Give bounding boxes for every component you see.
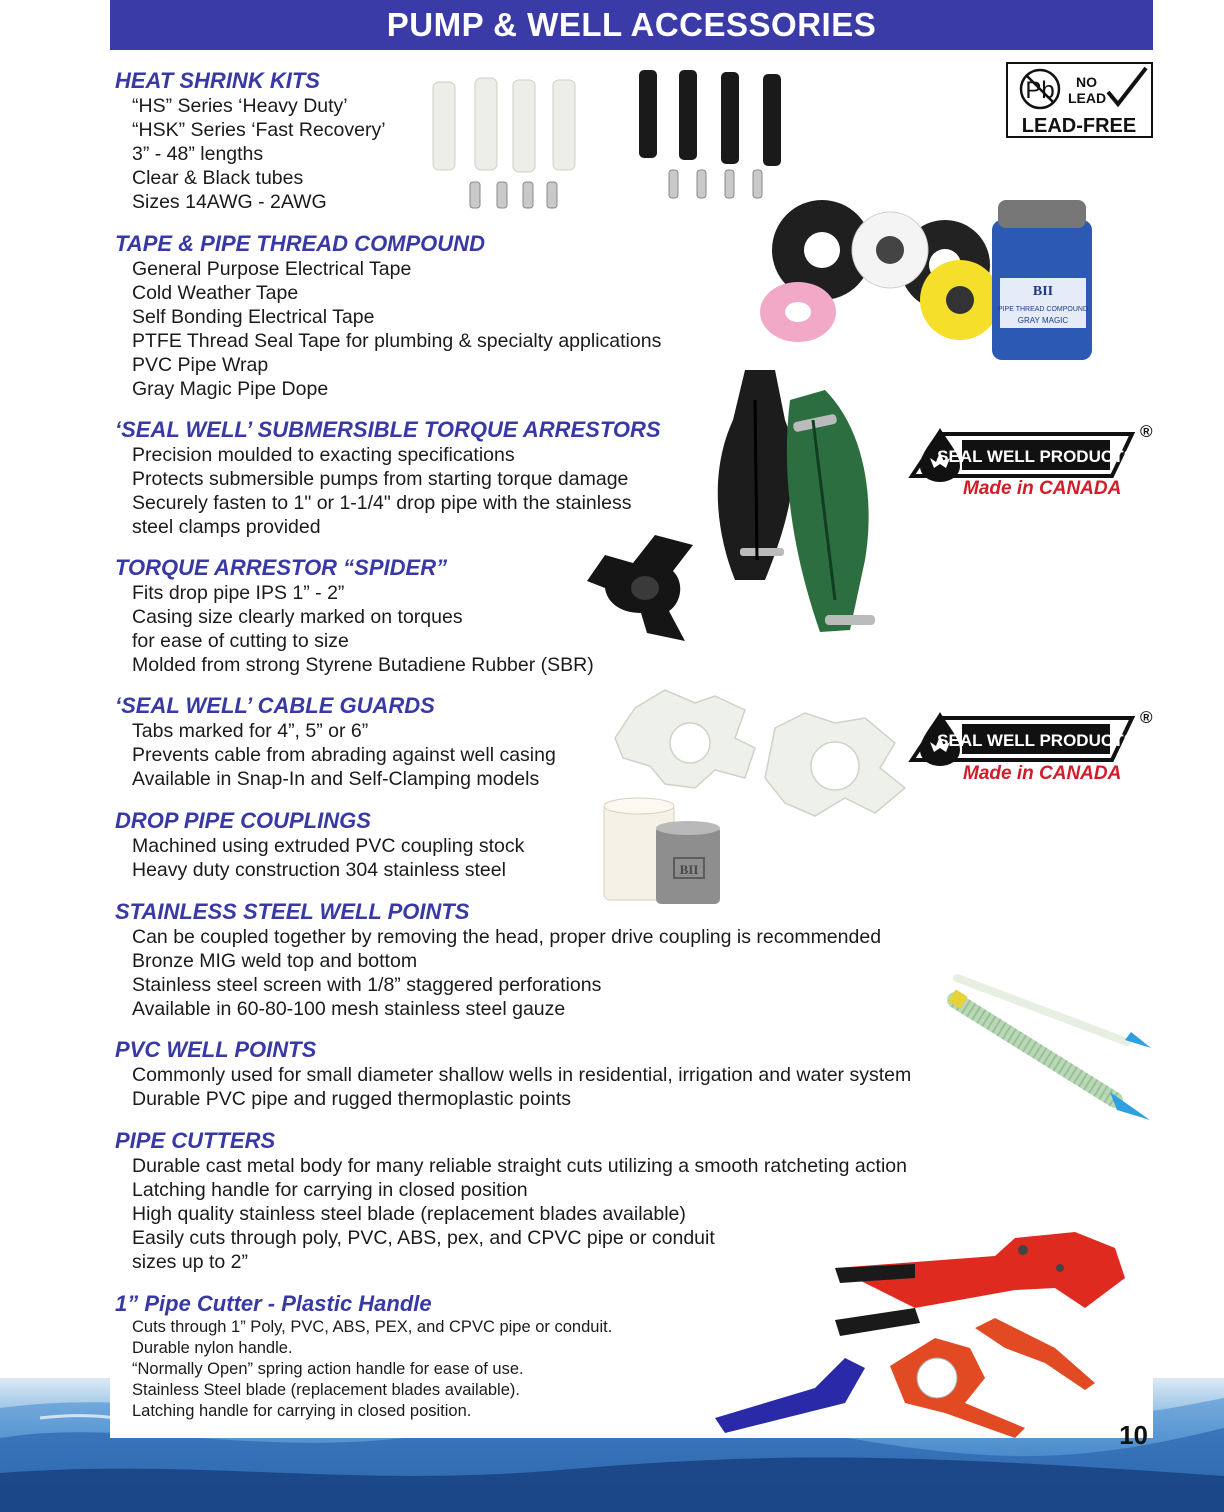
section-tape-pipe-thread-compound: [115, 231, 661, 401]
torque-arrestors-image: [715, 360, 895, 655]
feature-line: steel clamps provided: [132, 516, 321, 538]
feature-line: Cuts through 1” Poly, PVC, ABS, PEX, and CPVC pipe or conduit.: [132, 1318, 613, 1336]
torque-spider-image: [585, 533, 715, 643]
registered-mark: ®: [1140, 422, 1153, 441]
heat-shrink-kits-image: [425, 70, 785, 215]
pb-symbol: Pb: [1025, 77, 1055, 104]
feature-line: Protects submersible pumps from starting torque damage: [132, 468, 629, 490]
drop-pipe-couplings-image: [600, 796, 730, 908]
feature-line: 3” - 48” lengths: [132, 143, 264, 165]
section-title: TORQUE ARRESTOR “SPIDER”: [115, 555, 448, 580]
section-title: HEAT SHRINK KITS: [115, 68, 320, 93]
feature-line: PTFE Thread Seal Tape for plumbing & specialty applications: [132, 330, 662, 352]
feature-line: Precision moulded to exacting specifications: [132, 444, 515, 466]
feature-line: Prevents cable from abrading against well casing: [132, 744, 556, 766]
section-drop-pipe-couplings: [115, 808, 524, 882]
section-title: PVC WELL POINTS: [115, 1037, 317, 1062]
feature-line: High quality stainless steel blade (replacement blades available): [132, 1203, 686, 1225]
section-pipe-cutter-plastic: [115, 1291, 612, 1422]
feature-line: “HSK” Series ‘Fast Recovery’: [132, 119, 386, 141]
tape-compound-image: [760, 190, 1130, 365]
section-torque-spider: [115, 555, 594, 677]
pipe-cutters-image: [715, 1228, 1135, 1438]
feature-line: “Normally Open” spring action handle for ease of use.: [132, 1360, 524, 1378]
section-heat-shrink-kits: [115, 68, 386, 214]
registered-mark: ®: [1140, 708, 1153, 727]
feature-line: Molded from strong Styrene Butadiene Rubber (SBR): [132, 654, 594, 676]
page-title: PUMP & WELL ACCESSORIES: [110, 0, 1153, 50]
feature-line: Available in 60-80-100 mesh stainless steel gauze: [132, 998, 566, 1020]
feature-line: Clear & Black tubes: [132, 167, 304, 189]
section-title: 1” Pipe Cutter - Plastic Handle: [115, 1291, 432, 1316]
feature-line: Tabs marked for 4”, 5” or 6”: [132, 720, 369, 742]
feature-line: General Purpose Electrical Tape: [132, 258, 412, 280]
feature-line: Durable cast metal body for many reliable straight cuts utilizing a smooth ratcheting action: [132, 1155, 907, 1177]
feature-line: Stainless steel screen with 1/8” staggered perforations: [132, 974, 602, 996]
well-points-image: [945, 970, 1155, 1132]
lead-free-badge: [1006, 62, 1153, 138]
made-in-canada: Made in CANADA: [963, 478, 1122, 499]
feature-line: Latching handle for carrying in closed position: [132, 1179, 528, 1201]
can-gray-magic: GRAY MAGIC: [1017, 316, 1069, 325]
feature-line: Gray Magic Pipe Dope: [132, 378, 329, 400]
feature-line: Bronze MIG weld top and bottom: [132, 950, 418, 972]
feature-line: Easily cuts through poly, PVC, ABS, pex, and CPVC pipe or conduit: [132, 1227, 715, 1249]
seal-well-logo: [900, 708, 1135, 768]
feature-line: Stainless Steel blade (replacement blades available).: [132, 1381, 520, 1399]
feature-line: Can be coupled together by removing the head, proper drive coupling is recommended: [132, 926, 882, 948]
feature-line: PVC Pipe Wrap: [132, 354, 269, 376]
feature-line: sizes up to 2”: [132, 1251, 248, 1273]
page-number: 10: [1119, 1420, 1148, 1450]
seal-well-brand: SEAL WELL PRODUCTS: [937, 731, 1135, 750]
feature-line: Available in Snap-In and Self-Clamping models: [132, 768, 540, 790]
section-title: PIPE CUTTERS: [115, 1128, 276, 1153]
made-in-canada: Made in CANADA: [963, 763, 1122, 784]
section-pvc-well-points: [115, 1037, 911, 1111]
section-title: ‘SEAL WELL’ SUBMERSIBLE TORQUE ARRESTORS: [115, 417, 661, 442]
section-title: ‘SEAL WELL’ CABLE GUARDS: [115, 693, 435, 718]
can-brand: BII: [1032, 284, 1054, 299]
section-title: STAINLESS STEEL WELL POINTS: [115, 899, 470, 924]
seal-well-brand: SEAL WELL PRODUCTS: [937, 447, 1135, 466]
feature-line: Durable PVC pipe and rugged thermoplastic points: [132, 1088, 572, 1110]
feature-line: Latching handle for carrying in closed position.: [132, 1402, 472, 1420]
feature-line: Durable nylon handle.: [132, 1339, 293, 1357]
lead-text: LEAD: [1068, 90, 1107, 106]
feature-line: Fits drop pipe IPS 1” - 2”: [132, 582, 345, 604]
section-stainless-well-points: [115, 899, 881, 1021]
section-title: DROP PIPE COUPLINGS: [115, 808, 371, 833]
feature-line: Heavy duty construction 304 stainless steel: [132, 859, 506, 881]
feature-line: “HS” Series ‘Heavy Duty’: [132, 95, 348, 117]
seal-well-logo: [900, 424, 1135, 484]
coupling-mark: BII: [679, 862, 699, 877]
section-cable-guards: [115, 693, 556, 791]
feature-line: Casing size clearly marked on torques: [132, 606, 463, 628]
feature-line: for ease of cutting to size: [132, 630, 349, 652]
can-compound: PIPE THREAD COMPOUND: [997, 306, 1089, 313]
lead-free-label: LEAD-FREE: [1021, 115, 1137, 137]
feature-line: Self Bonding Electrical Tape: [132, 306, 375, 328]
feature-line: Cold Weather Tape: [132, 282, 299, 304]
no-text: NO: [1076, 74, 1097, 90]
feature-line: Sizes 14AWG - 2AWG: [132, 191, 327, 213]
section-title: TAPE & PIPE THREAD COMPOUND: [115, 231, 485, 256]
feature-line: Securely fasten to 1" or 1-1/4" drop pipe with the stainless: [132, 492, 632, 514]
feature-line: Machined using extruded PVC coupling stock: [132, 835, 525, 857]
section-torque-arrestors: [115, 417, 661, 539]
feature-line: Commonly used for small diameter shallow wells in residential, irrigation and water system: [132, 1064, 912, 1086]
